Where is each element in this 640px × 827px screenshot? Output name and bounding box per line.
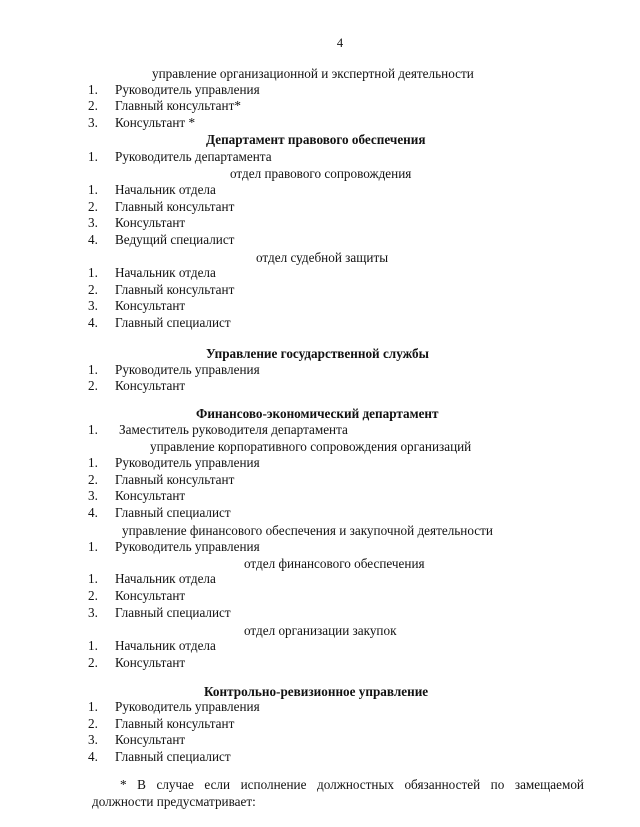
list-item-number: 1.: [88, 149, 98, 164]
list-item-number: 2.: [88, 282, 98, 297]
list-item-number: 3.: [88, 605, 98, 620]
list-item-text: Консультант: [115, 215, 186, 230]
list-item-number: 4.: [88, 315, 98, 330]
list-item-text: Начальник отдела: [115, 638, 216, 653]
list-item-text: Главный консультант*: [115, 98, 241, 113]
subsection-title: управление организационной и экспертной деятельности: [152, 66, 474, 81]
list-item-text: Главный специалист: [115, 505, 231, 520]
list-item-number: 1.: [88, 182, 98, 197]
list-item-number: 4.: [88, 749, 98, 764]
list-item-number: 1.: [88, 265, 98, 280]
footnote: * В случае если исполнение должностных обязанностей по замещаемой должности предусматривает:: [92, 777, 584, 809]
subsection-title: отдел финансового обеспечения: [244, 556, 425, 571]
list-item-text: Консультант: [115, 488, 186, 503]
list-item-number: 1.: [88, 539, 98, 554]
list-item-number: 2.: [88, 655, 98, 670]
list-item-number: 3.: [88, 732, 98, 747]
list-item-text: Заместитель руководителя департамента: [119, 422, 348, 437]
list-item-number: 3.: [88, 215, 98, 230]
list-item-text: Руководитель управления: [115, 455, 260, 470]
section-heading: Финансово-экономический департамент: [196, 406, 439, 421]
list-item-text: Руководитель департамента: [115, 149, 272, 164]
subsection-title: отдел правового сопровождения: [230, 166, 412, 181]
list-item-number: 2.: [88, 98, 98, 113]
list-item-text: Главный консультант: [115, 716, 235, 731]
list-item-number: 1.: [88, 699, 98, 714]
list-item-number: 3.: [88, 298, 98, 313]
list-item-text: Главный специалист: [115, 605, 231, 620]
list-item-text: Консультант: [115, 588, 186, 603]
list-item-number: 4.: [88, 232, 98, 247]
list-item-number: 1.: [88, 455, 98, 470]
list-item-number: 1.: [88, 422, 98, 437]
list-item-text: Начальник отдела: [115, 571, 216, 586]
subsection-title: управление финансового обеспечения и закупочной деятельности: [122, 523, 493, 538]
list-item-number: 3.: [88, 115, 98, 130]
list-item-number: 1.: [88, 362, 98, 377]
list-item-text: Ведущий специалист: [115, 232, 235, 247]
list-item-number: 2.: [88, 199, 98, 214]
list-item-text: Руководитель управления: [115, 362, 260, 377]
subsection-title: управление корпоративного сопровождения организаций: [150, 439, 472, 454]
list-item-text: Начальник отдела: [115, 265, 216, 280]
list-item-number: 1.: [88, 82, 98, 97]
list-item-text: Главный специалист: [115, 749, 231, 764]
list-item-text: Руководитель управления: [115, 699, 260, 714]
list-item-number: 2.: [88, 378, 98, 393]
list-item-number: 3.: [88, 488, 98, 503]
subsection-title: отдел судебной защиты: [256, 250, 389, 265]
page-number: 4: [336, 36, 344, 50]
list-item-text: Начальник отдела: [115, 182, 216, 197]
list-item-text: Консультант: [115, 655, 186, 670]
list-item-text: Главный консультант: [115, 472, 235, 487]
list-item-text: Консультант: [115, 732, 186, 747]
list-item-text: Руководитель управления: [115, 82, 260, 97]
section-heading: Управление государственной службы: [206, 346, 429, 361]
subsection-title: отдел организации закупок: [244, 623, 397, 638]
list-item-number: 2.: [88, 716, 98, 731]
list-item-text: Консультант: [115, 298, 186, 313]
list-item-text: Главный специалист: [115, 315, 231, 330]
section-heading: Контрольно-ревизионное управление: [204, 684, 429, 699]
list-item-text: Главный консультант: [115, 282, 235, 297]
list-item-number: 2.: [88, 588, 98, 603]
list-item-text: Консультант: [115, 378, 186, 393]
list-item-number: 2.: [88, 472, 98, 487]
list-item-text: Консультант *: [115, 115, 196, 130]
list-item-text: Руководитель управления: [115, 539, 260, 554]
list-item-number: 1.: [88, 571, 98, 586]
list-item-text: Главный консультант: [115, 199, 235, 214]
list-item-number: 4.: [88, 505, 98, 520]
list-item-number: 1.: [88, 638, 98, 653]
section-heading: Департамент правового обеспечения: [206, 132, 426, 147]
